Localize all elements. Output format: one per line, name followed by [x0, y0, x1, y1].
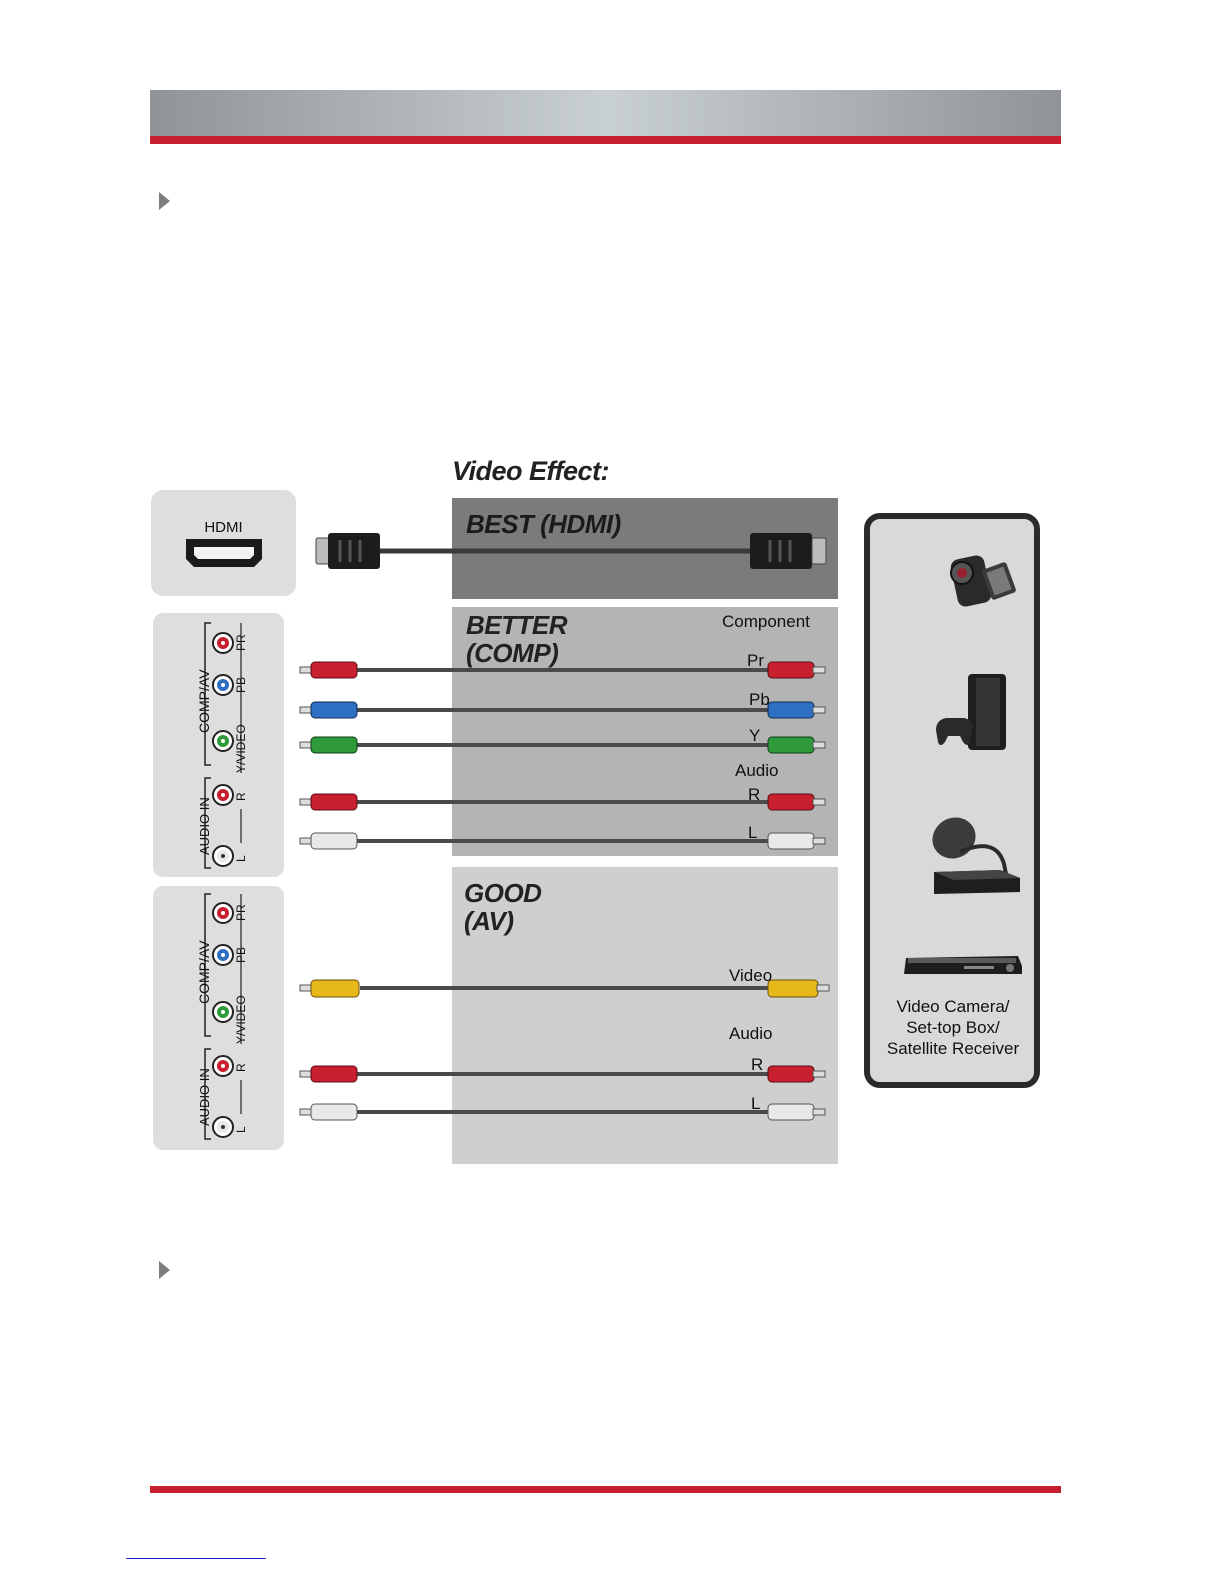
component-label: Component [722, 612, 810, 631]
audio-in-label: AUDIO IN [197, 1068, 212, 1126]
footer-accent-line [150, 1486, 1061, 1493]
cable-comp-pb [300, 702, 825, 718]
audio-label-better: Audio [735, 761, 779, 780]
hdmi-port-label: HDMI [204, 519, 243, 536]
tier-better-label: BETTER (COMP) [466, 610, 567, 668]
audio-l-label-good: L [751, 1094, 761, 1113]
y-cable-label: Y [749, 726, 761, 745]
audio-l-label-better: L [748, 823, 758, 842]
video-label-good: Video [729, 966, 773, 985]
cable-comp-audio-r [300, 794, 825, 810]
audio-r-label-better: R [748, 785, 761, 804]
video-camera-icon [940, 545, 1020, 615]
devices-caption: Video Camera/ Set-top Box/ Satellite Receiver [886, 997, 1020, 1058]
audio-label-good: Audio [729, 1024, 773, 1043]
y-video-label: Y/VIDEO [234, 724, 248, 773]
pb-label: PB [234, 676, 248, 693]
cable-comp-y [300, 737, 825, 753]
cable-av-audio-r [300, 1066, 825, 1082]
audio-in-label: AUDIO IN [197, 797, 212, 855]
tier-good-label: GOOD (AV) [464, 878, 542, 936]
r-label: R [234, 792, 248, 801]
cable-av-audio-l [300, 1104, 825, 1120]
satellite-receiver-icon [926, 812, 1026, 904]
pr-cable-label: Pr [747, 651, 764, 670]
comp-av-label: COMP/AV [196, 669, 212, 733]
comp-av-label: COMP/AV [196, 940, 212, 1004]
pb-label: PB [234, 946, 248, 963]
pr-label: PR [234, 634, 248, 651]
r-label: R [234, 1063, 248, 1072]
l-label: L [234, 1126, 248, 1133]
y-video-label: Y/VIDEO [234, 995, 248, 1044]
dvd-player-icon [900, 952, 1026, 978]
audio-r-label-good: R [751, 1055, 764, 1074]
tier-best-label: BEST (HDMI) [466, 509, 621, 539]
cable-comp-audio-l [300, 833, 825, 849]
hdmi-cable [316, 533, 826, 569]
l-label: L [234, 855, 248, 862]
pb-cable-label: Pb [749, 690, 770, 709]
pr-label: PR [234, 904, 248, 921]
footer-link-underline[interactable] [126, 1558, 266, 1559]
video-effect-title: Video Effect: [452, 456, 610, 486]
game-console-icon [930, 668, 1016, 754]
